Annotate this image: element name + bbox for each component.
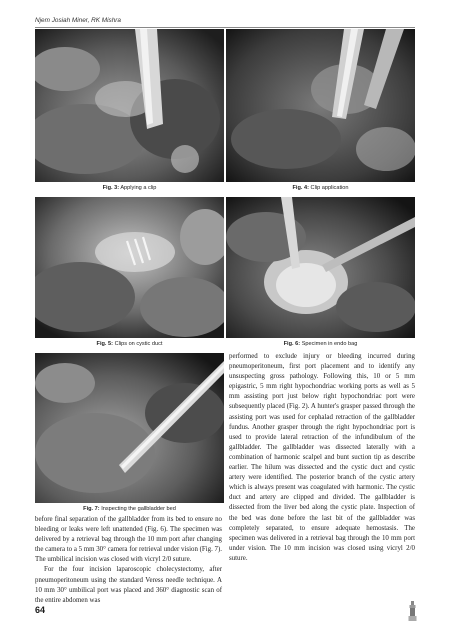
page-number: 64 (35, 605, 46, 615)
running-header: Njem Josiah Miner, RK Mishra (35, 17, 121, 24)
fig7-photo (35, 353, 224, 503)
fig6-photo (226, 197, 415, 338)
journal-logo-icon (408, 600, 417, 622)
header-rule (35, 27, 415, 28)
fig3-photo (35, 29, 224, 182)
fig5-caption: Fig. 5: Clips on cystic duct (96, 341, 163, 347)
fig5-photo (35, 197, 224, 338)
fig6-caption: Fig. 6: Specimen in endo bag (283, 341, 358, 347)
fig7-caption: Fig. 7: Inspecting the gallbladder bed (83, 506, 176, 512)
left-paragraph-1: before final separation of the gallbladder from its bed to ensure no bleeding or leaks were left unattended (Fig. 6). The specimen was delivered by a retrieval bag through the 10 mm port after changing the camera to a 5 mm 30° camera for retrieval under vision (Fig. 7). The umbilical incision was closed with vicryl 2/0 suture. (35, 516, 223, 564)
left-paragraph-2: For the four incision laparoscopic cholecystectomy, after pneumoperitoneum using the standard Veress needle technique. A 10 mm 30° umbilical port was placed and 360° diagnostic scan of the entire abdomen was (35, 566, 222, 604)
right-column-text (229, 352, 415, 564)
fig4-photo (226, 29, 415, 182)
right-paragraph-1: performed to exclude injury or bleeding incurred during pneumoperitoneum, first port placement and to identify any unsuspecting gross pathology. Following this, 10 or 5 mm epigastric, 5 mm right hypochondriac working ports as well as 5 mm assisting port just below right hypochondriac port were subsequently placed (Fig. 2). A hunter's grasper passed through the assisting port was used for cephalad retraction of the gallbladder fundus. Another grasper through the right hypochondriac port is used to provide lateral retraction of the infundibulum of the gallbladder. The gallbladder was dissected laterally with a combination of harmonic scalpel and bunt suction tip as describe earlier. The hilum was dissected and the cystic duct and cystic artery were identified. The posterior branch of the cystic artery which is always present was coagulated with harmonic. The cystic duct and artery are clipped and divided. The gallbladder is dissected from the liver bed along the cystic plate. Inspection of the bed was done before the last bit of the gallbladder was completely separated, to ensure adequate hemostasis. The specimen was delivered in a retrieval bag through the 10 mm port under vision. The 10 mm incision was closed using vicryl 2/0 suture. (229, 353, 415, 562)
fig3-caption: Fig. 3: Applying a clip (102, 185, 157, 191)
fig4-caption: Fig. 4: Clip application (292, 185, 349, 191)
left-column-text (35, 515, 222, 606)
